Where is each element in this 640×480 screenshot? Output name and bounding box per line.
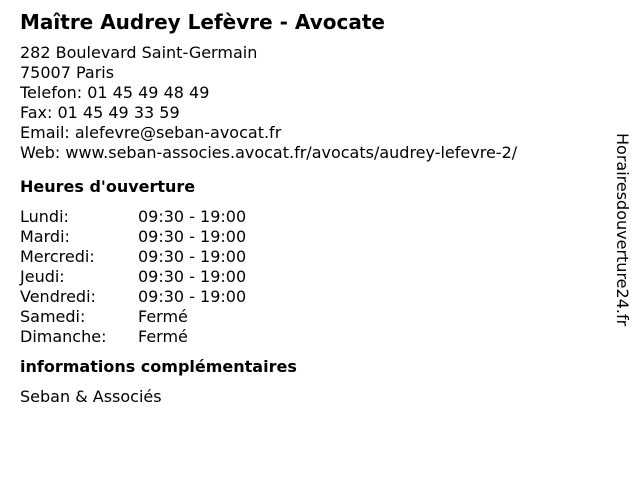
time-value: 09:30 - 19:00 [138, 287, 247, 306]
day-label: Samedi: [20, 307, 86, 326]
info-text: Seban & Associés [20, 387, 162, 406]
hours-row-thursday [20, 267, 600, 287]
email-text: Email: alefevre@seban-avocat.fr [20, 123, 282, 142]
hours-row-saturday [20, 307, 600, 327]
address-line-1: 282 Boulevard Saint-Germain [20, 43, 258, 62]
fax-text: Fax: 01 45 49 33 59 [20, 103, 180, 122]
time-value: 09:30 - 19:00 [138, 247, 247, 266]
day-label: Mardi: [20, 227, 70, 246]
day-label: Dimanche: [20, 327, 107, 346]
day-label: Lundi: [20, 207, 69, 226]
web-text: Web: www.seban-associes.avocat.fr/avocats/audrey-lefevre-2/ [20, 143, 518, 162]
info-heading: informations complémentaires [20, 357, 297, 376]
hours-row-sunday [20, 327, 600, 347]
hours-row-tuesday [20, 227, 600, 247]
day-label: Jeudi: [20, 267, 65, 286]
time-value: 09:30 - 19:00 [138, 227, 247, 246]
day-label: Mercredi: [20, 247, 95, 266]
hours-table [20, 207, 600, 347]
time-value: Fermé [138, 327, 188, 346]
time-value: Fermé [138, 307, 188, 326]
page-title: Maître Audrey Lefèvre - Avocate [20, 10, 385, 34]
hours-row-monday [20, 207, 600, 227]
address-line-2: 75007 Paris [20, 63, 115, 82]
hours-row-wednesday [20, 247, 600, 267]
time-value: 09:30 - 19:00 [138, 207, 247, 226]
phone-text: Telefon: 01 45 49 48 49 [20, 83, 210, 102]
hours-row-friday [20, 287, 600, 307]
brand-watermark: Horairesdouverture24.fr [613, 133, 632, 327]
time-value: 09:30 - 19:00 [138, 267, 247, 286]
business-card [20, 9, 600, 407]
day-label: Vendredi: [20, 287, 96, 306]
hours-heading: Heures d'ouverture [20, 177, 196, 196]
